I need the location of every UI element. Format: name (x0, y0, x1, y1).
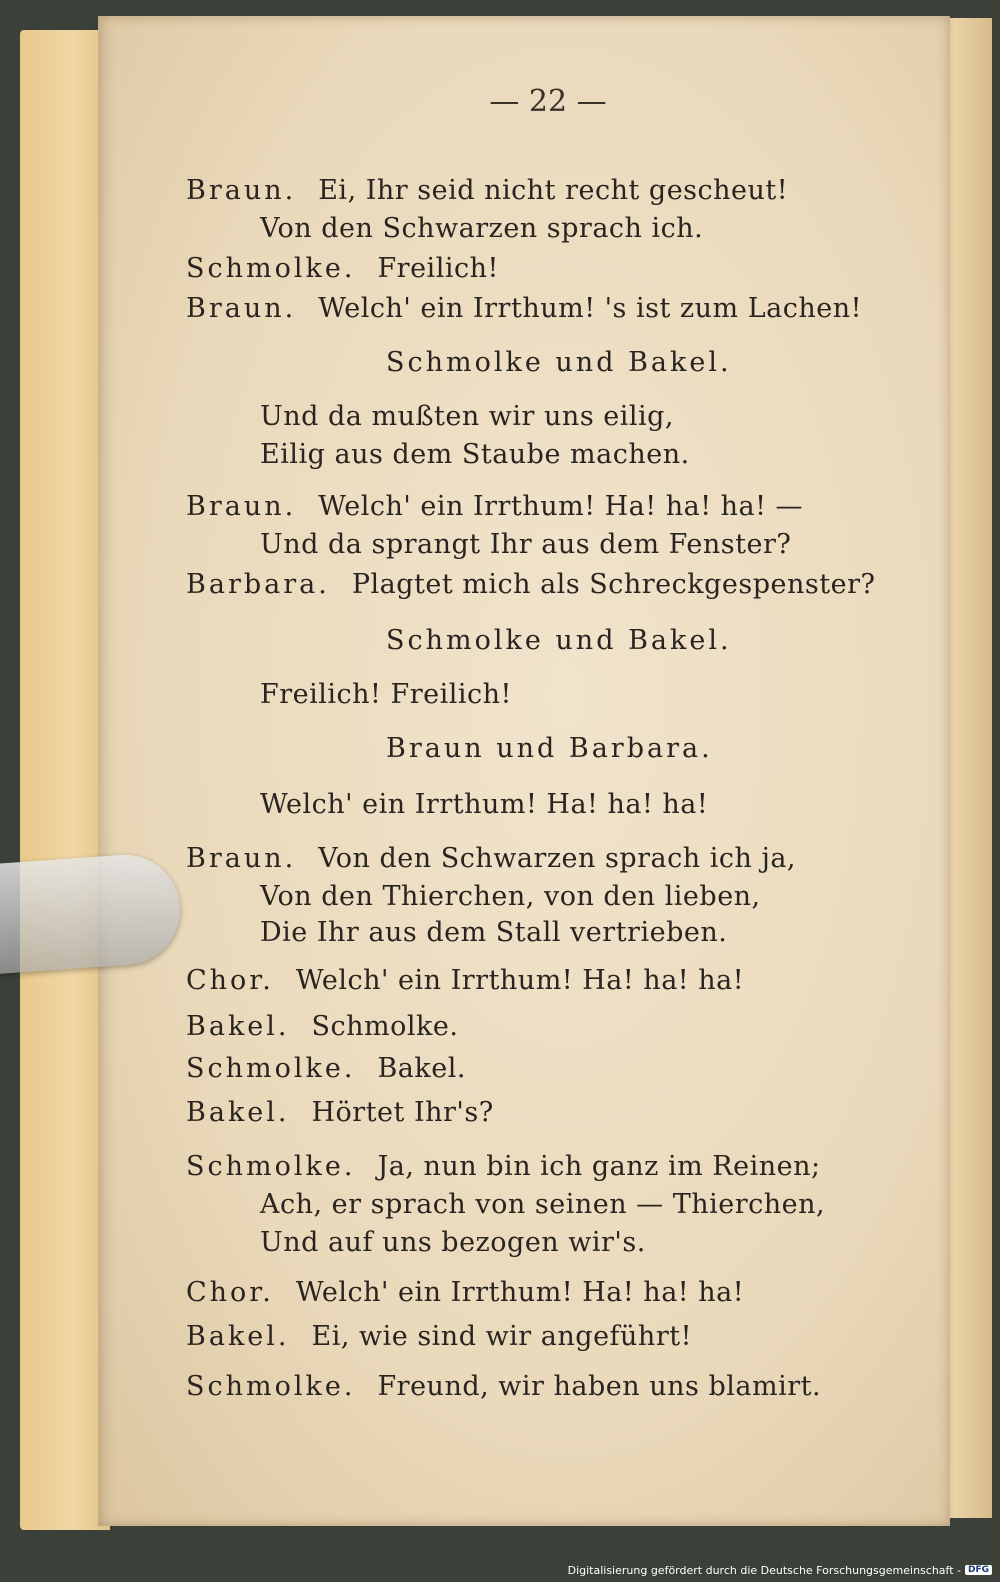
dialogue-text: Von den Schwarzen sprach ich ja, (318, 843, 797, 874)
dialogue-line (186, 174, 788, 208)
dialogue-line (186, 1150, 821, 1184)
dialogue-text: Ach, er sprach von seinen — Thierchen, (260, 1189, 826, 1220)
dialogue-text: Hörtet Ihr's? (311, 1097, 494, 1128)
dialogue-text: Schmolke. (311, 1011, 459, 1042)
dialogue-line (186, 1010, 458, 1044)
dialogue-text: Freilich! Freilich! (260, 679, 512, 710)
heading-text: Schmolke und Bakel. (386, 347, 732, 378)
dialogue-text: Ei, Ihr seid nicht recht gescheut! (318, 175, 789, 206)
book-page (98, 16, 950, 1526)
speaker-name: Barbara. (186, 569, 330, 600)
dialogue-line (186, 1096, 494, 1130)
dialogue-line (260, 678, 512, 712)
dialogue-line (260, 788, 708, 822)
dialogue-text: Die Ihr aus dem Stall vertrieben. (260, 917, 728, 948)
dialogue-text: Freilich! (377, 253, 499, 284)
dialogue-line (260, 400, 674, 434)
dialogue-text: Und da mußten wir uns eilig, (260, 401, 675, 432)
dialogue-text: Welch' ein Irrthum! Ha! ha! ha! (295, 1277, 745, 1308)
stage-heading (386, 346, 732, 380)
speaker-name: Braun. (186, 293, 297, 324)
dialogue-line (186, 964, 744, 998)
dialogue-text: Ei, wie sind wir angeführt! (311, 1321, 692, 1352)
dialogue-line (186, 568, 875, 602)
speaker-name: Braun. (186, 843, 297, 874)
dialogue-text: Ja, nun bin ich ganz im Reinen; (377, 1151, 821, 1182)
dialogue-text: Freund, wir haben uns blamirt. (377, 1371, 822, 1402)
speaker-name: Schmolke. (186, 1053, 356, 1084)
heading-text: Braun und Barbara. (386, 733, 713, 764)
dialogue-line (260, 1226, 646, 1260)
dialogue-line (260, 528, 791, 562)
stage-heading (386, 624, 732, 658)
dialogue-text: Welch' ein Irrthum! Ha! ha! ha! — (318, 491, 804, 522)
dialogue-line (186, 252, 499, 286)
dialogue-line (186, 1320, 692, 1354)
dialogue-line (186, 1370, 821, 1404)
heading-text: Schmolke und Bakel. (386, 625, 732, 656)
dialogue-line (260, 916, 727, 950)
speaker-name: Schmolke. (186, 1151, 356, 1182)
speaker-name: Braun. (186, 175, 297, 206)
dialogue-text: Von den Thierchen, von den lieben, (260, 881, 761, 912)
dialogue-line (260, 1188, 825, 1222)
page-number: — 22 — (489, 84, 607, 119)
dialogue-text: Welch' ein Irrthum! Ha! ha! ha! (295, 965, 745, 996)
dialogue-text: Welch' ein Irrthum! 's ist zum Lachen! (318, 293, 862, 324)
dialogue-text: Von den Schwarzen sprach ich. (260, 213, 704, 244)
speaker-name: Bakel. (186, 1321, 290, 1352)
dialogue-line (186, 292, 862, 326)
speaker-name: Bakel. (186, 1011, 290, 1042)
footer (568, 1562, 992, 1578)
speaker-name: Schmolke. (186, 1371, 356, 1402)
dialogue-line (186, 490, 803, 524)
speaker-name: Schmolke. (186, 253, 356, 284)
dialogue-line (186, 842, 796, 876)
dialogue-line (260, 880, 761, 914)
speaker-name: Braun. (186, 491, 297, 522)
footer-text: Digitalisierung gefördert durch die Deutsche Forschungsgemeinschaft - (567, 1563, 961, 1577)
speaker-name: Chor. (186, 1277, 274, 1308)
dialogue-line (186, 1276, 744, 1310)
dialogue-text: Eilig aus dem Staube machen. (260, 439, 690, 470)
dialogue-text: Bakel. (377, 1053, 466, 1084)
dialogue-line (186, 1052, 466, 1086)
dialogue-text: Und auf uns bezogen wir's. (260, 1227, 646, 1258)
speaker-name: Chor. (186, 965, 274, 996)
speaker-name: Bakel. (186, 1097, 290, 1128)
page-stack-left (20, 30, 110, 1530)
dialogue-text: Welch' ein Irrthum! Ha! ha! ha! (260, 789, 709, 820)
dialogue-text: Und da sprangt Ihr aus dem Fenster? (260, 529, 792, 560)
dialogue-line (260, 212, 703, 246)
dfg-logo: DFG (965, 1565, 992, 1575)
stage-heading (386, 732, 713, 766)
dialogue-line (260, 438, 690, 472)
dialogue-text: Plagtet mich als Schreckgespenster? (351, 569, 876, 600)
